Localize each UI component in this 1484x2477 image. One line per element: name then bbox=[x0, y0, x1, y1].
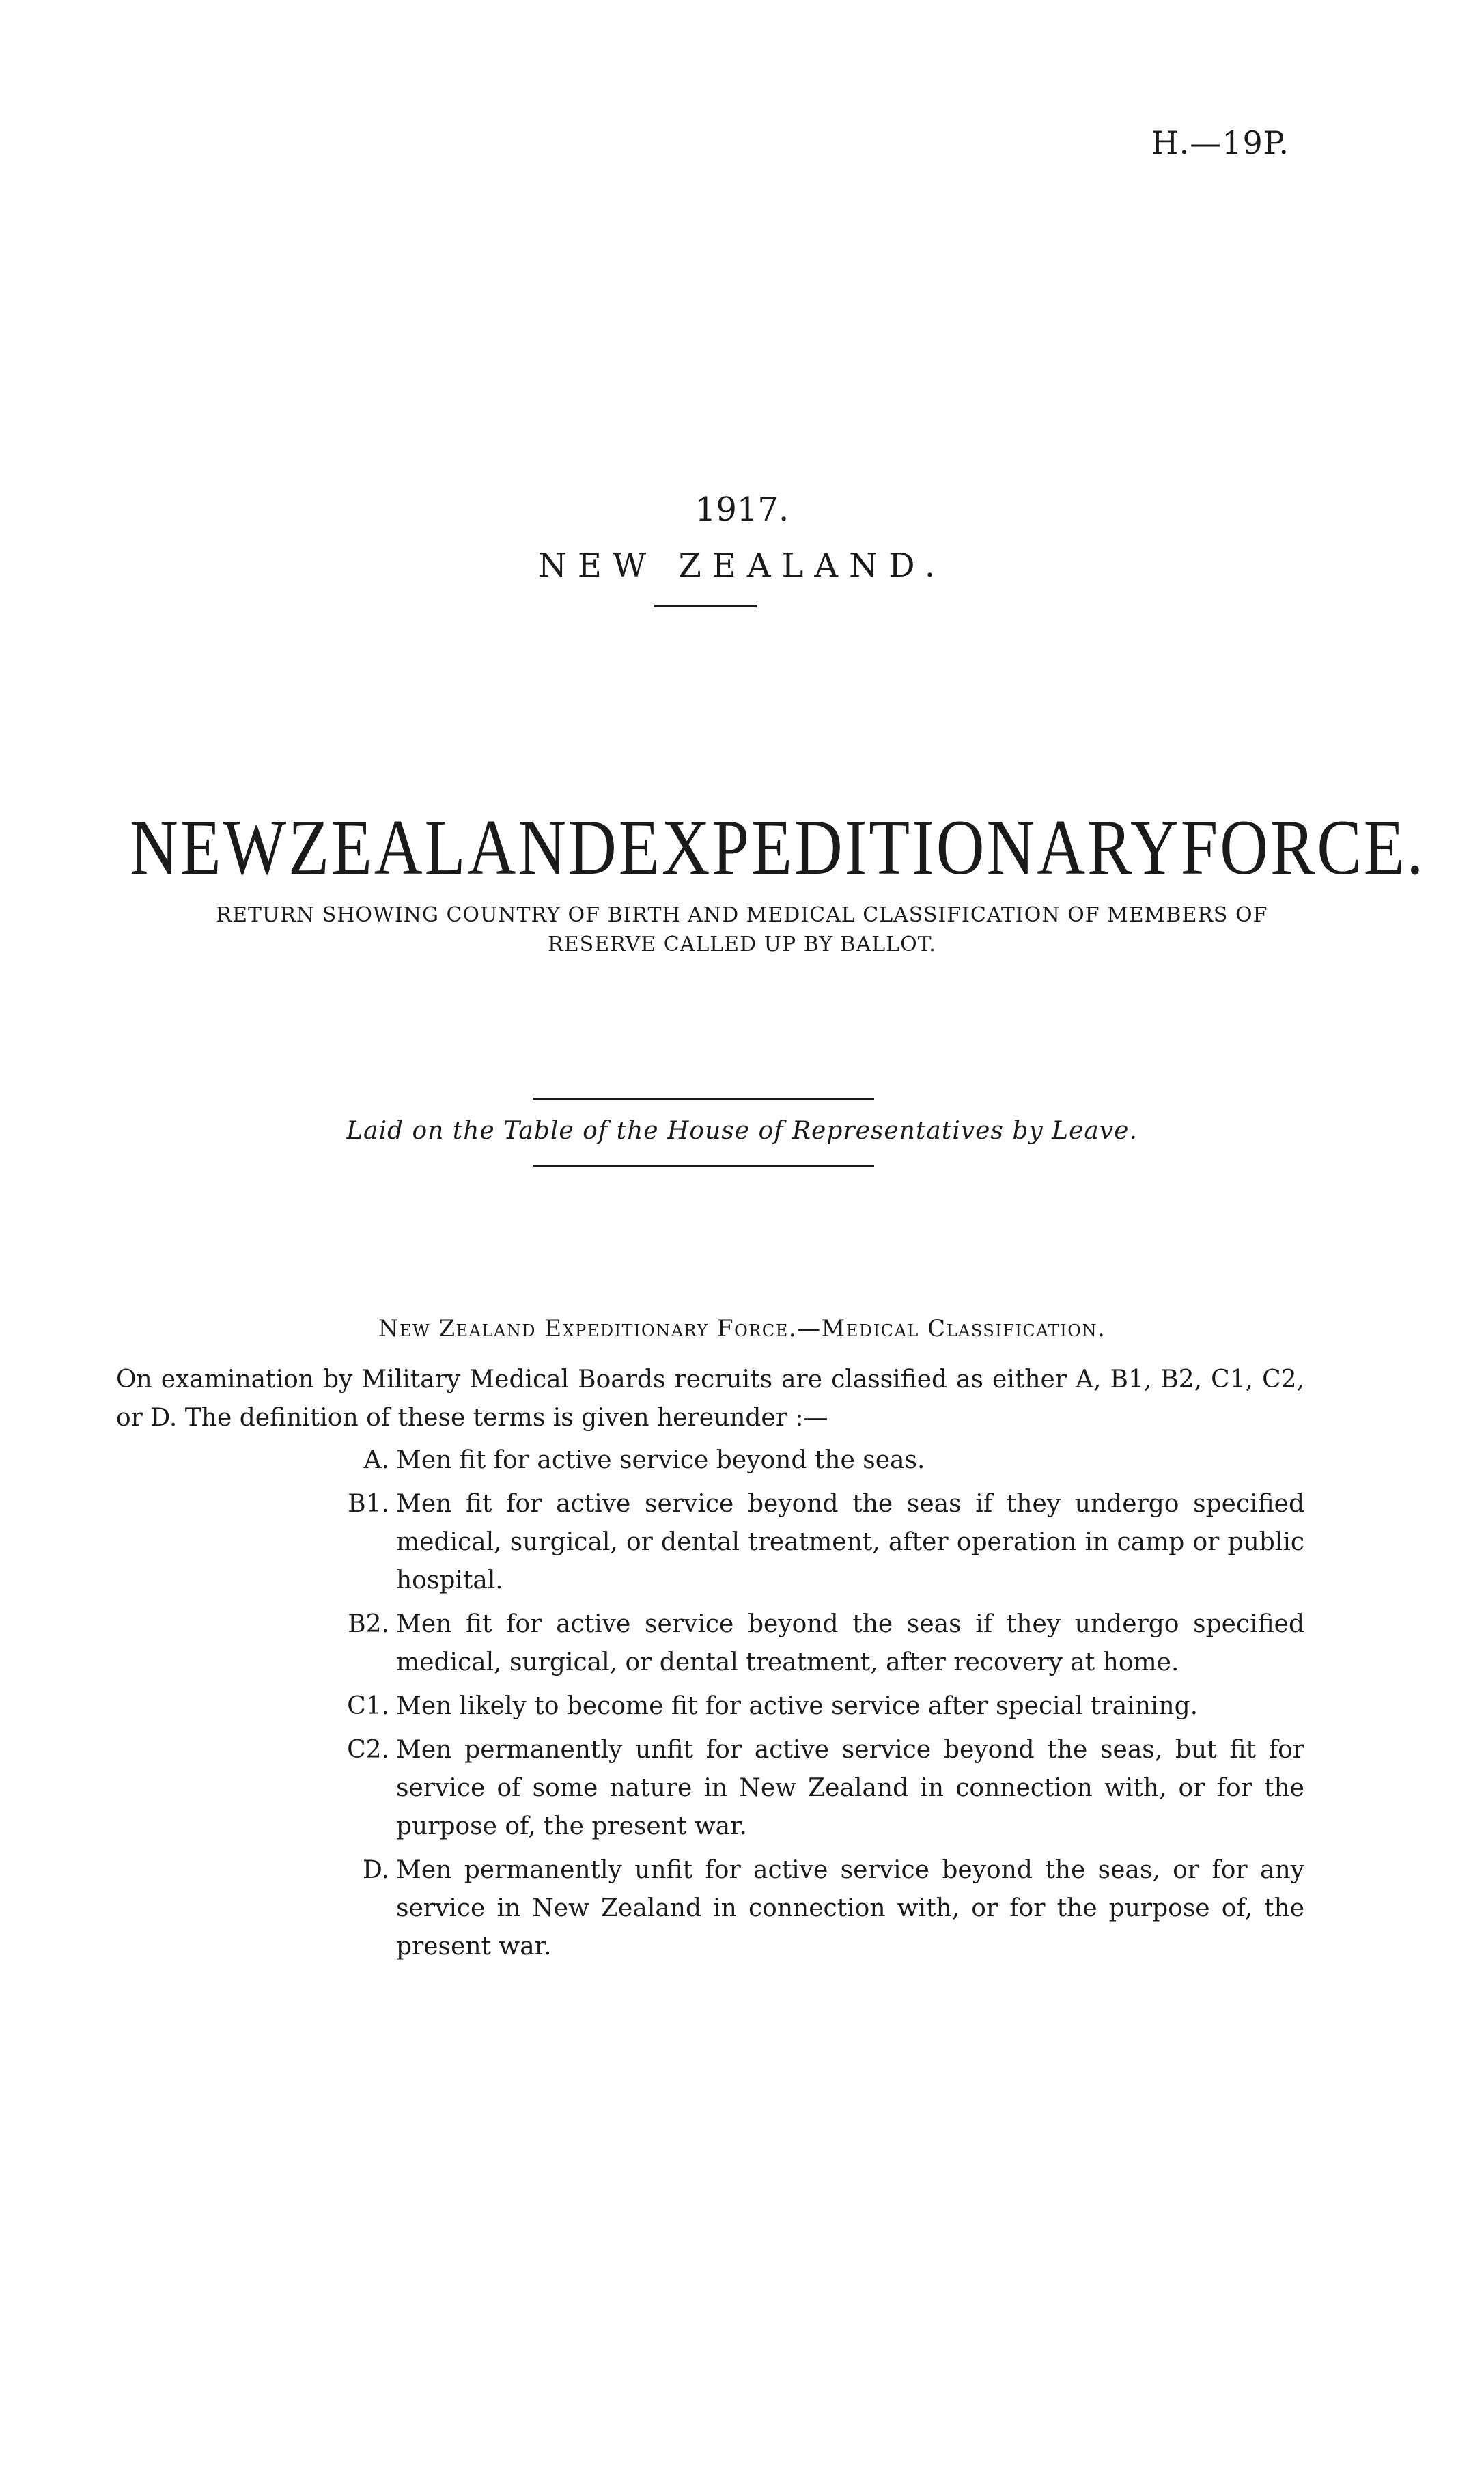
definition-code: C1. bbox=[347, 1692, 389, 1720]
document-title bbox=[130, 803, 1426, 893]
year-heading: 1917. bbox=[695, 490, 789, 529]
title-word: FORCE. bbox=[1180, 804, 1426, 891]
definition-code: A. bbox=[363, 1446, 389, 1474]
intro-paragraph: On examination by Military Medical Boards recruits are classified as either A, B1, B2, C1, C2, or D. The definition of these terms is given hereunder :— bbox=[116, 1366, 1304, 1432]
definition-item bbox=[116, 1851, 1304, 1966]
divider-rule bbox=[533, 1165, 874, 1167]
definition-code: B1. bbox=[348, 1490, 389, 1518]
definition-text: Men fit for active service beyond the seas. bbox=[396, 1446, 925, 1474]
document-subtitle bbox=[0, 900, 1484, 959]
definition-text: Men fit for active service beyond the seas if they undergo specified medical, surgical, or dental treatment, after recovery at home. bbox=[396, 1610, 1304, 1676]
divider-rule bbox=[654, 605, 757, 607]
title-word: ZEALAND bbox=[288, 804, 619, 891]
divider-rule bbox=[533, 1098, 874, 1100]
definition-code: C2. bbox=[347, 1736, 389, 1764]
definition-item bbox=[116, 1485, 1304, 1600]
subtitle-line: RESERVE CALLED UP BY BALLOT. bbox=[548, 932, 936, 956]
definition-item bbox=[116, 1687, 1304, 1726]
definition-text: Men permanently unfit for active service beyond the seas, or for any service in New Zealand in connection with, or for the purpose of, the present war. bbox=[396, 1856, 1304, 1961]
definition-item bbox=[116, 1441, 1304, 1480]
definition-text: Men permanently unfit for active service beyond the seas, but fit for service of some nature in New Zealand in connection with, or for the purpose of, the present war. bbox=[396, 1736, 1304, 1840]
definition-code: B2. bbox=[348, 1610, 389, 1638]
definition-text: Men fit for active service beyond the seas if they undergo specified medical, surgical, or dental treatment, after operation in camp or public hospital. bbox=[396, 1490, 1304, 1594]
page-reference: H.—19P. bbox=[1151, 124, 1289, 161]
country-heading: NEW ZEALAND. bbox=[537, 546, 947, 585]
definition-item bbox=[116, 1731, 1304, 1846]
definitions-list bbox=[116, 1441, 1304, 1971]
title-word: EXPEDITIONARY bbox=[618, 804, 1181, 891]
section-heading: New Zealand Expeditionary Force.—Medical Classification. bbox=[378, 1315, 1106, 1342]
title-word: NEW bbox=[130, 804, 289, 891]
definition-text: Men likely to become fit for active service after special training. bbox=[396, 1692, 1199, 1720]
laid-on-table-note: Laid on the Table of the House of Representatives by Leave. bbox=[346, 1117, 1138, 1145]
subtitle-line: RETURN SHOWING COUNTRY OF BIRTH AND MEDICAL CLASSIFICATION OF MEMBERS OF bbox=[216, 903, 1268, 927]
definition-code: D. bbox=[362, 1856, 389, 1884]
definition-item bbox=[116, 1605, 1304, 1682]
